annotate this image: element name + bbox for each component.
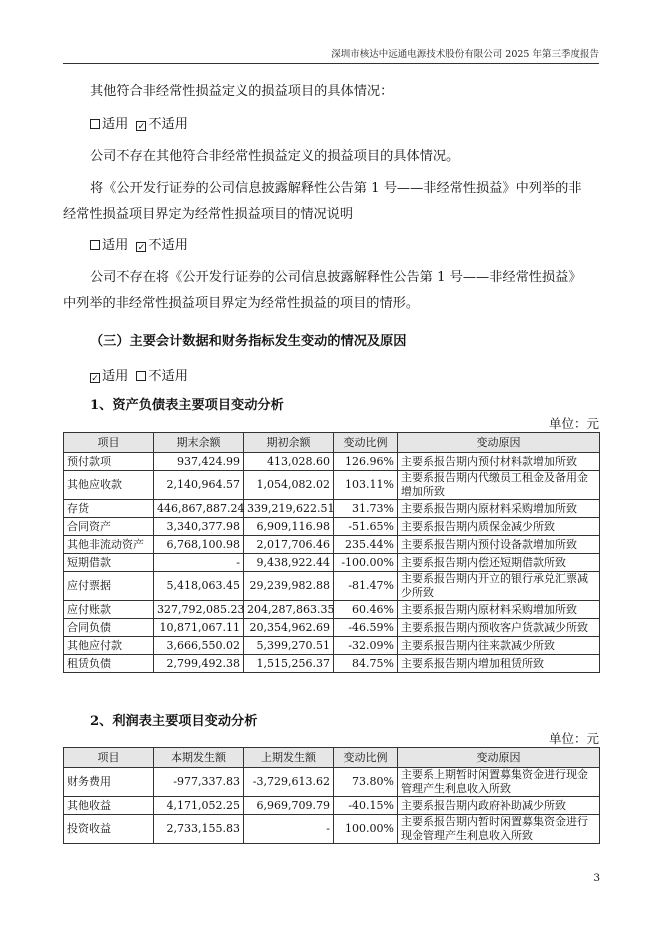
amount-cell: 6,969,709.79 — [244, 797, 334, 815]
income-statement-table — [63, 747, 600, 844]
subsection-title-income-statement: 2、利润表主要项目变动分析 — [90, 714, 258, 729]
amount-cell: 2,140,964.57 — [154, 471, 244, 500]
change-ratio-cell: 100.00% — [334, 815, 398, 844]
change-ratio-cell: -81.47% — [334, 572, 398, 601]
item-cell: 预付款项 — [64, 453, 154, 471]
paragraph-reclass-line2: 经常性损益项目界定为经常性损益项目的情况说明 — [63, 207, 354, 222]
table-row — [64, 518, 600, 536]
item-cell: 其他收益 — [64, 797, 154, 815]
amount-cell: 446,867,887.24 — [154, 500, 244, 518]
page-header: 深圳市核达中远通电源技术股份有限公司 2025 年第三季度报告 — [331, 49, 599, 60]
paragraph-no-reclass-line2: 中列举的非经常性损益项目界定为经常性损益的项目的情形。 — [63, 296, 420, 311]
header-divider — [63, 63, 599, 64]
unit-label: 单位：元 — [548, 416, 599, 431]
table-row — [64, 554, 600, 572]
reason-cell: 主要系报告期内暂时闲置募集资金进行现金管理产生利息收入所致 — [398, 815, 600, 844]
amount-cell: 20,354,962.69 — [244, 619, 334, 637]
choice-group-2 — [90, 237, 188, 255]
checkbox-label: 不适用 — [148, 117, 188, 132]
table-header-row — [64, 748, 600, 768]
choice-group-3 — [90, 368, 188, 386]
change-ratio-cell: -46.59% — [334, 619, 398, 637]
change-ratio-cell: -32.09% — [334, 637, 398, 655]
paragraph-other-items: 其他符合非经常性损益定义的损益项目的具体情况： — [90, 84, 394, 99]
amount-cell: -3,729,613.62 — [244, 768, 334, 797]
item-cell: 其他应收款 — [64, 471, 154, 500]
reason-cell: 主要系报告期内开立的银行承兑汇票减少所致 — [398, 572, 600, 601]
amount-cell: 2,017,706.46 — [244, 536, 334, 554]
amount-cell: 1,515,256.37 — [244, 655, 334, 673]
checkbox-label: 不适用 — [148, 369, 188, 384]
paragraph-reclass-line1: 将《公开发行证券的公司信息披露解释性公告第 1 号——非经常性损益》中列举的非 — [90, 181, 582, 196]
amount-cell: 9,438,922.44 — [244, 554, 334, 572]
checkbox-label: 不适用 — [148, 238, 188, 253]
column-header: 变动比例 — [334, 748, 398, 768]
checkbox-not-apply-3[interactable] — [136, 371, 146, 381]
amount-cell: 5,418,063.45 — [154, 572, 244, 601]
reason-cell: 主要系报告期内预付材料款增加所致 — [398, 453, 600, 471]
amount-cell: 2,799,492.38 — [154, 655, 244, 673]
amount-cell: 339,219,622.51 — [244, 500, 334, 518]
amount-cell: - — [154, 554, 244, 572]
table-row — [64, 500, 600, 518]
reason-cell: 主要系报告期内代缴员工租金及备用金增加所致 — [398, 471, 600, 500]
subsection-title-balance-sheet: 1、资产负债表主要项目变动分析 — [90, 398, 284, 413]
choice-group-1 — [90, 116, 188, 134]
item-cell: 其他非流动资产 — [64, 536, 154, 554]
table-row — [64, 637, 600, 655]
table-row — [64, 655, 600, 673]
reason-cell: 主要系报告期内政府补助减少所致 — [398, 797, 600, 815]
reason-cell: 主要系报告期内原材料采购增加所致 — [398, 500, 600, 518]
amount-cell: 1,054,082.02 — [244, 471, 334, 500]
change-ratio-cell: 126.96% — [334, 453, 398, 471]
balance-sheet-table — [63, 432, 600, 673]
column-header: 上期发生额 — [244, 748, 334, 768]
change-ratio-cell: -51.65% — [334, 518, 398, 536]
table-row — [64, 815, 600, 844]
reason-cell: 主要系报告期内增加租赁所致 — [398, 655, 600, 673]
change-ratio-cell: 103.11% — [334, 471, 398, 500]
change-ratio-cell: -100.00% — [334, 554, 398, 572]
checkbox-apply-2[interactable] — [90, 240, 100, 250]
table-row — [64, 797, 600, 815]
amount-cell: 6,909,116.98 — [244, 518, 334, 536]
change-ratio-cell: 235.44% — [334, 536, 398, 554]
change-ratio-cell: -40.15% — [334, 797, 398, 815]
reason-cell: 主要系报告期内原材料采购增加所致 — [398, 601, 600, 619]
amount-cell: -977,337.83 — [154, 768, 244, 797]
amount-cell: - — [244, 815, 334, 844]
item-cell: 合同资产 — [64, 518, 154, 536]
reason-cell: 主要系报告期内预付设备款增加所致 — [398, 536, 600, 554]
amount-cell: 10,871,067.11 — [154, 619, 244, 637]
checkbox-label: 适用 — [102, 369, 129, 384]
table-row — [64, 601, 600, 619]
item-cell: 租赁负债 — [64, 655, 154, 673]
checkbox-not-apply-2[interactable]: ✓ — [137, 243, 146, 253]
paragraph-no-reclass-line1: 公司不存在将《公开发行证券的公司信息披露解释性公告第 1 号——非经常性损益》 — [90, 270, 582, 285]
item-cell: 投资收益 — [64, 815, 154, 844]
amount-cell: 937,424.99 — [154, 453, 244, 471]
column-header: 变动比例 — [334, 433, 398, 453]
section-title-3: （三）主要会计数据和财务指标发生变动的情况及原因 — [90, 334, 407, 349]
change-ratio-cell: 73.80% — [334, 768, 398, 797]
page-number: 3 — [593, 872, 600, 884]
column-header: 变动原因 — [398, 748, 600, 768]
reason-cell: 主要系报告期内往来款减少所致 — [398, 637, 600, 655]
item-cell: 应付票据 — [64, 572, 154, 601]
amount-cell: 327,792,085.23 — [154, 601, 244, 619]
checkbox-not-apply-1[interactable]: ✓ — [137, 122, 146, 132]
checkbox-label: 适用 — [102, 238, 129, 253]
amount-cell: 4,171,052.25 — [154, 797, 244, 815]
checkbox-apply-3[interactable]: ✓ — [91, 374, 99, 384]
item-cell: 其他应付款 — [64, 637, 154, 655]
unit-label: 单位：元 — [548, 731, 599, 746]
amount-cell: 29,239,982.88 — [244, 572, 334, 601]
table-header-row — [64, 433, 600, 453]
amount-cell: 3,666,550.02 — [154, 637, 244, 655]
amount-cell: 204,287,863.35 — [244, 601, 334, 619]
table-row — [64, 453, 600, 471]
paragraph-no-other-items: 公司不存在其他符合非经常性损益定义的损益项目的具体情况。 — [90, 149, 460, 164]
amount-cell: 3,340,377.98 — [154, 518, 244, 536]
checkbox-apply-1[interactable] — [90, 119, 100, 129]
amount-cell: 413,028.60 — [244, 453, 334, 471]
amount-cell: 6,768,100.98 — [154, 536, 244, 554]
change-ratio-cell: 84.75% — [334, 655, 398, 673]
amount-cell: 2,733,155.83 — [154, 815, 244, 844]
change-ratio-cell: 31.73% — [334, 500, 398, 518]
item-cell: 短期借款 — [64, 554, 154, 572]
table-row — [64, 536, 600, 554]
column-header: 变动原因 — [398, 433, 600, 453]
table-row — [64, 768, 600, 797]
item-cell: 财务费用 — [64, 768, 154, 797]
reason-cell: 主要系上期暂时闲置募集资金进行现金管理产生利息收入所致 — [398, 768, 600, 797]
change-ratio-cell: 60.46% — [334, 601, 398, 619]
amount-cell: 5,399,270.51 — [244, 637, 334, 655]
item-cell: 应付账款 — [64, 601, 154, 619]
table-row — [64, 619, 600, 637]
reason-cell: 主要系报告期内预收客户货款减少所致 — [398, 619, 600, 637]
item-cell: 存货 — [64, 500, 154, 518]
column-header: 项目 — [64, 433, 154, 453]
reason-cell: 主要系报告期内质保金减少所致 — [398, 518, 600, 536]
table-row — [64, 471, 600, 500]
column-header: 本期发生额 — [154, 748, 244, 768]
table-row — [64, 572, 600, 601]
checkbox-label: 适用 — [102, 117, 129, 132]
item-cell: 合同负债 — [64, 619, 154, 637]
column-header: 期初余额 — [244, 433, 334, 453]
reason-cell: 主要系报告期内偿还短期借款所致 — [398, 554, 600, 572]
column-header: 期末余额 — [154, 433, 244, 453]
column-header: 项目 — [64, 748, 154, 768]
